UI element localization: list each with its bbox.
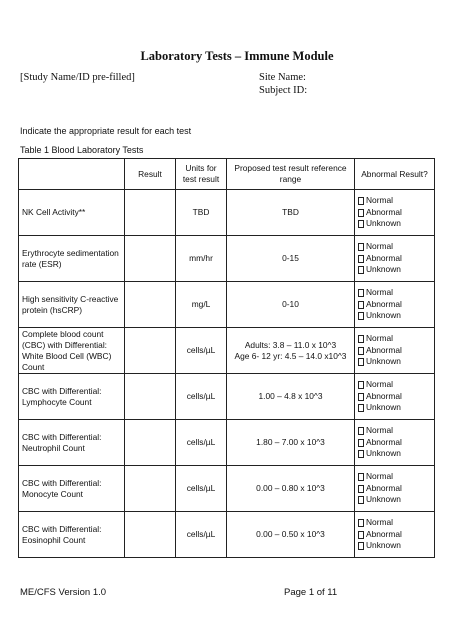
option-normal[interactable] <box>358 195 431 207</box>
test-name-cell: High sensitivity C-reactive protein (hsCRP) <box>19 282 125 328</box>
option-label: Unknown <box>366 264 401 275</box>
abnormal-result-options <box>355 236 435 282</box>
option-label: Normal <box>366 195 393 206</box>
table-row <box>19 282 435 328</box>
option-unknown[interactable] <box>358 494 431 506</box>
units-cell: cells/µL <box>176 374 227 420</box>
units-cell: cells/µL <box>176 328 227 374</box>
result-entry-cell[interactable] <box>125 466 176 512</box>
reference-range-cell: 1.00 – 4.8 x 10^3 <box>227 374 355 420</box>
option-label: Normal <box>366 471 393 482</box>
option-label: Normal <box>366 425 393 436</box>
units-cell: cells/µL <box>176 466 227 512</box>
table-row <box>19 236 435 282</box>
checkbox[interactable] <box>358 220 364 228</box>
option-label: Unknown <box>366 310 401 321</box>
reference-range-cell <box>227 328 355 374</box>
option-label: Normal <box>366 333 393 344</box>
option-label: Abnormal <box>366 390 402 401</box>
table-row <box>19 374 435 420</box>
checkbox[interactable] <box>358 197 364 205</box>
option-label: Normal <box>366 241 393 252</box>
checkbox[interactable] <box>358 266 364 274</box>
option-label: Normal <box>366 287 393 298</box>
option-abnormal[interactable] <box>358 529 431 541</box>
units-cell: cells/µL <box>176 512 227 558</box>
table-row <box>19 420 435 466</box>
option-abnormal[interactable] <box>358 207 431 219</box>
reference-range-cell: 0.00 – 0.50 x 10^3 <box>227 512 355 558</box>
checkbox[interactable] <box>358 393 364 401</box>
option-abnormal[interactable] <box>358 345 431 357</box>
abnormal-result-options <box>355 328 435 374</box>
checkbox[interactable] <box>358 301 364 309</box>
option-label: Normal <box>366 379 393 390</box>
test-name-cell <box>19 328 125 374</box>
units-cell: mm/hr <box>176 236 227 282</box>
option-unknown[interactable] <box>358 540 431 552</box>
option-normal[interactable] <box>358 425 431 437</box>
option-label: Unknown <box>366 218 401 229</box>
checkbox[interactable] <box>358 255 364 263</box>
checkbox[interactable] <box>358 209 364 217</box>
checkbox[interactable] <box>358 519 364 527</box>
option-label: Abnormal <box>366 482 402 493</box>
footer-page-number: Page 1 of 11 <box>284 587 338 598</box>
result-entry-cell[interactable] <box>125 374 176 420</box>
option-unknown[interactable] <box>358 356 431 368</box>
document-title: Laboratory Tests – Immune Module <box>140 49 334 63</box>
table-row <box>19 512 435 558</box>
result-entry-cell[interactable] <box>125 190 176 236</box>
checkbox[interactable] <box>358 358 364 366</box>
option-label: Unknown <box>366 448 401 459</box>
units-cell: mg/L <box>176 282 227 328</box>
checkbox[interactable] <box>358 289 364 297</box>
option-unknown[interactable] <box>358 310 431 322</box>
result-entry-cell[interactable] <box>125 420 176 466</box>
checkbox[interactable] <box>358 450 364 458</box>
instruction-text: Indicate the appropriate result for each test <box>20 126 192 136</box>
subject-id-label: Subject ID: <box>259 85 308 96</box>
abnormal-result-options <box>355 282 435 328</box>
abnormal-result-options <box>355 420 435 466</box>
reference-range-cell: 1.80 – 7.00 x 10^3 <box>227 420 355 466</box>
checkbox[interactable] <box>358 312 364 320</box>
option-abnormal[interactable] <box>358 299 431 311</box>
reference-range-cell: 0-15 <box>227 236 355 282</box>
reference-range-line: Adults: 3.8 – 11.0 x 10^3 <box>244 339 337 350</box>
test-name-cell: CBC with Differential: Monocyte Count <box>19 466 125 512</box>
abnormal-result-options <box>355 190 435 236</box>
table-header-row <box>19 159 435 190</box>
checkbox[interactable] <box>358 439 364 447</box>
test-name-cell: CBC with Differential: Eosinophil Count <box>19 512 125 558</box>
test-name-header <box>19 159 125 190</box>
result-entry-cell[interactable] <box>125 328 176 374</box>
lab-tests-table <box>18 158 435 558</box>
checkbox[interactable] <box>358 381 364 389</box>
checkbox[interactable] <box>358 243 364 251</box>
option-normal[interactable] <box>358 517 431 529</box>
option-abnormal[interactable] <box>358 483 431 495</box>
checkbox[interactable] <box>358 485 364 493</box>
result-header: Result <box>125 159 176 190</box>
option-unknown[interactable] <box>358 264 431 276</box>
option-normal[interactable] <box>358 379 431 391</box>
table-row <box>19 328 435 374</box>
option-unknown[interactable] <box>358 402 431 414</box>
result-entry-cell[interactable] <box>125 282 176 328</box>
option-label: Unknown <box>366 356 401 367</box>
option-label: Abnormal <box>366 528 402 539</box>
option-label: Unknown <box>366 402 401 413</box>
checkbox[interactable] <box>358 473 364 481</box>
checkbox[interactable] <box>358 404 364 412</box>
units-cell: cells/µL <box>176 420 227 466</box>
result-entry-cell[interactable] <box>125 236 176 282</box>
abnormal-result-options <box>355 512 435 558</box>
option-normal[interactable] <box>358 471 431 483</box>
reference-range-cell: 0-10 <box>227 282 355 328</box>
abnormal-result-header: Abnormal Result? <box>355 159 435 190</box>
units-header: Units for test result <box>176 159 227 190</box>
option-abnormal[interactable] <box>358 437 431 449</box>
checkbox[interactable] <box>358 542 364 550</box>
study-label: [Study Name/ID pre-filled] <box>20 72 135 83</box>
table-caption: Table 1 Blood Laboratory Tests <box>20 145 144 155</box>
reference-range-cell: 0.00 – 0.80 x 10^3 <box>227 466 355 512</box>
option-label: Unknown <box>366 494 401 505</box>
table-row <box>19 190 435 236</box>
test-name-cell: NK Cell Activity** <box>19 190 125 236</box>
option-unknown[interactable] <box>358 448 431 460</box>
footer-version: ME/CFS Version 1.0 <box>20 587 107 598</box>
option-label: Unknown <box>366 540 401 551</box>
option-abnormal[interactable] <box>358 391 431 403</box>
test-name-line: White Blood Cell (WBC) Count <box>22 350 112 372</box>
reference-range-cell: TBD <box>227 190 355 236</box>
units-cell: TBD <box>176 190 227 236</box>
option-label: Abnormal <box>366 252 402 263</box>
test-name-cell: Erythrocyte sedimentation rate (ESR) <box>19 236 125 282</box>
checkbox[interactable] <box>358 347 364 355</box>
checkbox[interactable] <box>358 335 364 343</box>
site-name-label: Site Name: <box>259 72 306 83</box>
option-unknown[interactable] <box>358 218 431 230</box>
checkbox[interactable] <box>358 427 364 435</box>
option-normal[interactable] <box>358 241 431 253</box>
option-label: Abnormal <box>366 344 402 355</box>
test-name-cell: CBC with Differential: Neutrophil Count <box>19 420 125 466</box>
reference-range-line: Age 6- 12 yr: 4.5 – 14.0 x10^3 <box>234 350 347 361</box>
checkbox[interactable] <box>358 496 364 504</box>
checkbox[interactable] <box>358 531 364 539</box>
option-label: Abnormal <box>366 436 402 447</box>
option-label: Normal <box>366 517 393 528</box>
test-name-line: Complete blood count (CBC) with Differential: <box>22 328 108 350</box>
option-label: Abnormal <box>366 206 402 217</box>
table-row <box>19 466 435 512</box>
abnormal-result-options <box>355 466 435 512</box>
abnormal-result-options <box>355 374 435 420</box>
option-abnormal[interactable] <box>358 253 431 265</box>
option-normal[interactable] <box>358 333 431 345</box>
reference-range-header: Proposed test result reference range <box>227 159 355 190</box>
test-name-cell: CBC with Differential: Lymphocyte Count <box>19 374 125 420</box>
option-label: Abnormal <box>366 298 402 309</box>
result-entry-cell[interactable] <box>125 512 176 558</box>
option-normal[interactable] <box>358 287 431 299</box>
